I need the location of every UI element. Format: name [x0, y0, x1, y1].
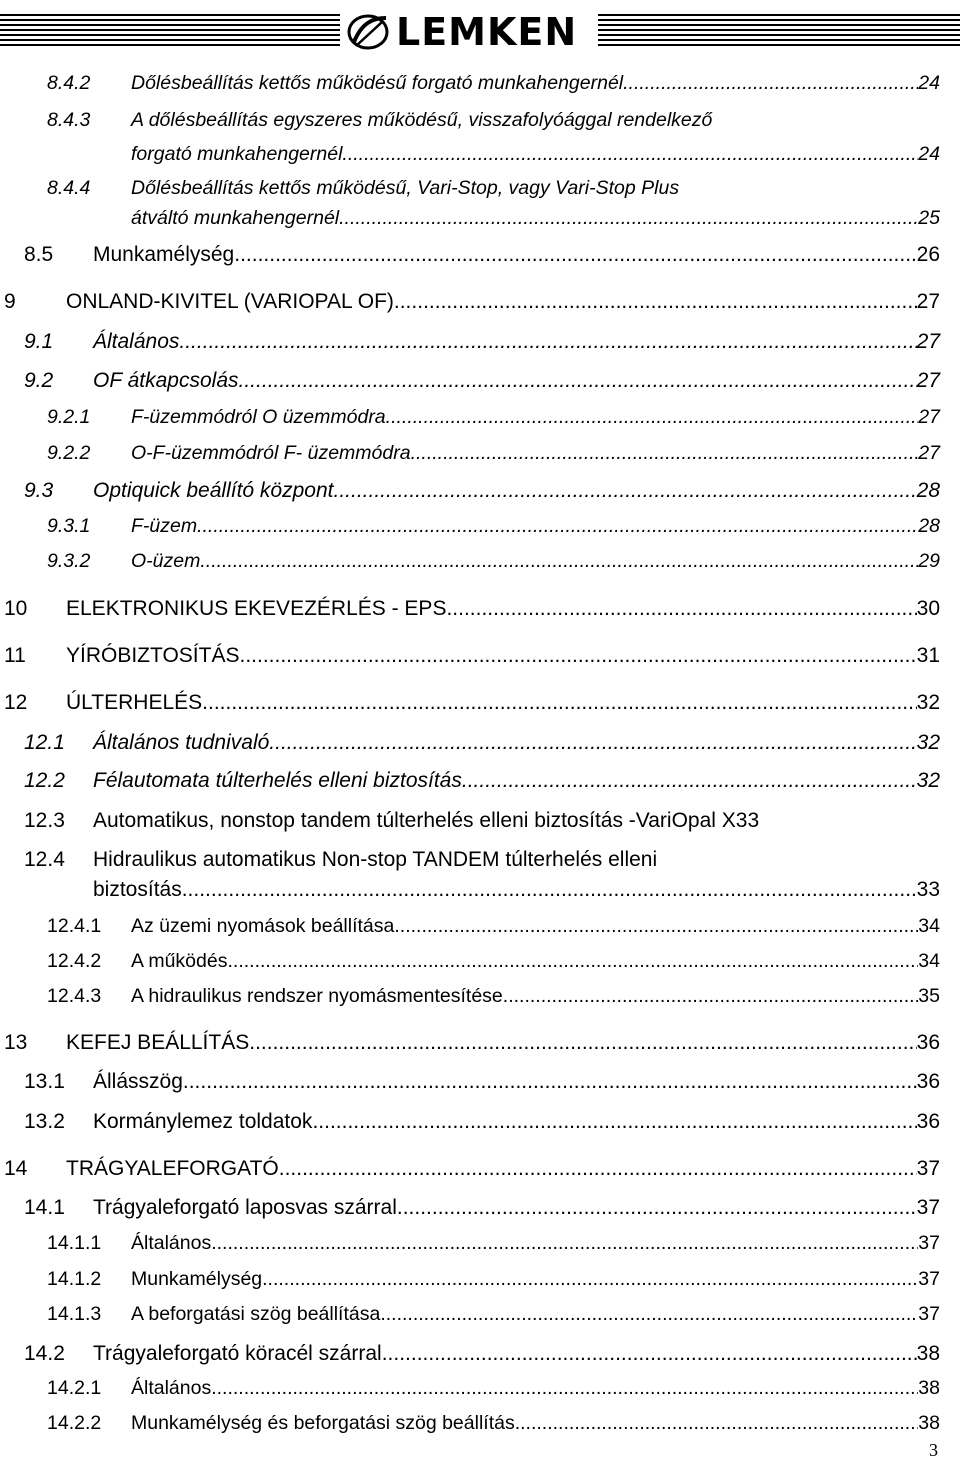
toc-entry[interactable]: [47, 72, 940, 95]
toc-entry[interactable]: [4, 1031, 940, 1055]
toc-entry-title: Automatikus, nonstop tandem túlterhelés elleni biztosítás -VariOpal X33: [93, 809, 760, 832]
toc-dot-leader: [446, 597, 916, 621]
toc-entry-page: 33: [916, 878, 940, 901]
toc-entry-page: 37: [916, 1157, 940, 1180]
toc-dot-leader: [623, 72, 918, 95]
toc-entry-number: 12.4.3: [47, 985, 102, 1007]
toc-entry-title: Munkamélység: [131, 1268, 263, 1290]
toc-entry[interactable]: [24, 731, 940, 755]
toc-entry[interactable]: [4, 691, 940, 715]
toc-entry[interactable]: [24, 1070, 940, 1094]
toc-entry-title: forgató munkahengernél: [131, 143, 343, 165]
toc-entry-page: 38: [916, 1342, 940, 1365]
toc-dot-leader: [239, 644, 916, 668]
toc-entry[interactable]: [24, 479, 940, 503]
toc-dot-leader: [339, 207, 918, 230]
toc-dot-leader: [394, 915, 918, 938]
toc-entry-title: O-F-üzemmódról F- üzemmódra: [131, 442, 411, 464]
toc-entry[interactable]: [47, 915, 940, 938]
toc-entry-number: 9.1: [24, 330, 54, 353]
toc-dot-leader: [211, 1377, 918, 1400]
toc-entry-title: Hidraulikus automatikus Non-stop TANDEM túlterhelés elleni: [93, 848, 658, 871]
toc-entry-number: 14.1.3: [47, 1303, 102, 1325]
toc-dot-leader: [234, 243, 916, 267]
toc-entry-page: 27: [918, 442, 940, 464]
toc-entry-page: 32: [916, 769, 940, 792]
toc-entry-number: 13.1: [24, 1070, 65, 1093]
toc-entry[interactable]: [47, 109, 960, 132]
toc-dot-leader: [249, 1031, 916, 1055]
toc-entry[interactable]: [47, 985, 940, 1008]
toc-entry-title: A működés: [131, 950, 228, 972]
toc-entry-title: A hidraulikus rendszer nyomásmentesítése: [131, 985, 503, 1007]
toc-entry-page: 24: [918, 143, 940, 165]
toc-dot-leader: [411, 442, 919, 465]
toc-entry-title: Általános: [131, 1232, 212, 1254]
toc-entry-page: 24: [918, 72, 940, 94]
toc-entry-page: 34: [918, 915, 940, 937]
toc-entry[interactable]: [47, 143, 940, 166]
toc-dot-leader: [179, 330, 916, 354]
toc-dot-leader: [333, 479, 916, 503]
toc-entry-page: 38: [918, 1412, 940, 1434]
toc-entry-page: 26: [916, 243, 940, 266]
toc-entry[interactable]: [47, 1377, 940, 1400]
toc-entry-number: 8.4.3: [47, 109, 91, 131]
toc-entry-title: Az üzemi nyomások beállítása: [131, 915, 395, 937]
toc-dot-leader: [183, 1070, 917, 1094]
toc-entry-number: 12.4: [24, 848, 65, 871]
toc-entry-page: 28: [916, 479, 940, 502]
toc-entry-number: 12: [4, 691, 28, 714]
toc-entry-number: 10: [4, 597, 28, 620]
toc-entry-number: 12.4.2: [47, 950, 102, 972]
toc-entry-page: 27: [916, 330, 940, 353]
toc-entry-number: 13: [4, 1031, 28, 1054]
toc-entry[interactable]: [24, 369, 940, 393]
toc-dot-leader: [182, 878, 917, 902]
toc-entry-title: A dőlésbeállítás egyszeres működésű, visszafolyóággal rendelkező: [131, 109, 713, 131]
toc-entry[interactable]: [4, 597, 940, 621]
toc-entry-page: 31: [916, 644, 940, 667]
toc-entry-title: F-üzemmódról O üzemmódra: [131, 406, 386, 428]
toc-entry-title: Általános tudnivaló: [93, 731, 270, 754]
toc-entry-page: 27: [916, 290, 940, 313]
toc-entry-number: 14.2: [24, 1342, 65, 1365]
toc-entry-title: Munkamélység: [93, 243, 235, 266]
toc-entry-page: 32: [916, 691, 940, 714]
logo-text: LEMKEN: [396, 10, 578, 54]
toc-entry-title: Trágyaleforgató köracél szárral: [93, 1342, 382, 1365]
toc-entry-title: Trágyaleforgató laposvas szárral: [93, 1196, 397, 1219]
toc-entry-number: 13.2: [24, 1110, 65, 1133]
toc-entry-title: YÍRÓBIZTOSÍTÁS: [66, 644, 240, 667]
toc-entry-title: ONLAND-KIVITEL (VARIOPAL OF): [66, 290, 394, 313]
toc-entry[interactable]: [47, 207, 940, 230]
toc-entry-title: F-üzem: [131, 515, 198, 537]
toc-entry[interactable]: [4, 644, 940, 668]
toc-entry-title: Félautomata túlterhelés elleni biztosítás: [93, 769, 462, 792]
toc-entry[interactable]: [47, 1268, 940, 1291]
toc-entry-number: 8.5: [24, 243, 54, 266]
toc-dot-leader: [227, 950, 918, 973]
toc-entry-number: 14.2.1: [47, 1377, 102, 1399]
toc-dot-leader: [397, 1196, 917, 1220]
toc-entry-number: 9.3.1: [47, 515, 91, 537]
toc-entry[interactable]: [24, 878, 940, 902]
toc-entry-number: 8.4.4: [47, 177, 91, 199]
toc-entry[interactable]: [47, 515, 940, 538]
toc-entry[interactable]: [47, 1412, 940, 1435]
toc-entry-number: 12.4.1: [47, 915, 102, 937]
toc-entry-page: 35: [918, 985, 940, 1007]
toc-entry-number: 12.1: [24, 731, 65, 754]
toc-entry-number: 9.2: [24, 369, 54, 392]
toc-entry-number: 14: [4, 1157, 28, 1180]
toc-entry[interactable]: [24, 1110, 940, 1134]
toc-entry-page: 37: [918, 1232, 940, 1254]
toc-entry-title: TRÁGYALEFORGATÓ: [66, 1157, 279, 1180]
toc-dot-leader: [197, 515, 918, 538]
toc-entry-title: KEFEJ BEÁLLÍTÁS: [66, 1031, 250, 1054]
toc-dot-leader: [386, 406, 919, 429]
toc-dot-leader: [202, 691, 916, 715]
toc-entry-title: Optiquick beállító központ: [93, 479, 334, 502]
toc-entry-page: 38: [918, 1377, 940, 1399]
toc-dot-leader: [380, 1303, 918, 1326]
toc-entry-number: 11: [4, 644, 26, 667]
toc-entry-title: OF átkapcsolás: [93, 369, 239, 392]
toc-entry-title: Általános: [93, 330, 180, 353]
toc-entry-title: Munkamélység és beforgatási szög beállítás: [131, 1412, 515, 1434]
toc-dot-leader: [462, 769, 917, 793]
page-number: 3: [929, 1440, 938, 1460]
toc-entry-title: ÚLTERHELÉS: [66, 691, 203, 714]
toc-entry-title: A beforgatási szög beállítása: [131, 1303, 381, 1325]
toc-entry[interactable]: [47, 550, 940, 573]
toc-entry-page: 29: [918, 550, 940, 572]
toc-dot-leader: [394, 290, 917, 314]
toc-entry-number: 9.2.2: [47, 442, 91, 464]
toc-entry-page: 25: [918, 207, 940, 229]
toc-entry-number: 9.3.2: [47, 550, 91, 572]
toc-dot-leader: [262, 1268, 918, 1291]
toc-dot-leader: [200, 550, 918, 573]
toc-entry-number: 9: [4, 290, 16, 313]
toc-entry[interactable]: [47, 177, 960, 200]
toc-entry-number: 14.1.2: [47, 1268, 102, 1290]
toc-entry-page: 37: [916, 1196, 940, 1219]
toc-dot-leader: [342, 143, 918, 166]
toc-entry-number: 14.1.1: [47, 1232, 102, 1254]
toc-entry-page: 36: [916, 1031, 940, 1054]
toc-entry[interactable]: [47, 406, 940, 429]
toc-entry-number: 14.2.2: [47, 1412, 102, 1434]
toc-entry[interactable]: [24, 1342, 940, 1366]
toc-entry[interactable]: [47, 1232, 940, 1255]
toc-dot-leader: [239, 369, 917, 393]
toc-dot-leader: [269, 731, 916, 755]
toc-entry-page: 37: [918, 1303, 940, 1325]
toc-entry[interactable]: [47, 442, 940, 465]
toc-entry-number: 12.3: [24, 809, 65, 832]
toc-entry-title: Dőlésbeállítás kettős működésű, Vari-Stop, vagy Vari-Stop Plus: [131, 177, 680, 199]
toc-entry-number: 9.2.1: [47, 406, 91, 428]
toc-entry[interactable]: [24, 330, 940, 354]
toc-dot-leader: [503, 985, 919, 1008]
toc-entry-page: 27: [918, 406, 940, 428]
toc-entry[interactable]: [47, 950, 940, 973]
toc-entry-page: 34: [918, 950, 940, 972]
toc-entry-page: 28: [918, 515, 940, 537]
toc-entry-page: 37: [918, 1268, 940, 1290]
toc-entry-title: Állásszög: [93, 1070, 183, 1093]
toc-entry-title: biztosítás: [93, 878, 182, 901]
toc-entry[interactable]: [24, 769, 940, 793]
toc-entry[interactable]: [24, 1196, 940, 1220]
toc-dot-leader: [279, 1157, 917, 1181]
toc-entry-page: 27: [916, 369, 940, 392]
toc-entry[interactable]: [4, 1157, 940, 1181]
toc-dot-leader: [515, 1412, 919, 1435]
toc-entry-page: 36: [916, 1070, 940, 1093]
toc-entry-number: 8.4.2: [47, 72, 91, 94]
toc-entry-number: 9.3: [24, 479, 54, 502]
toc-entry-title: Dőlésbeállítás kettős működésű forgató munkahengernél: [131, 72, 624, 94]
toc-entry-title: O-üzem: [131, 550, 201, 572]
toc-entry[interactable]: [24, 809, 960, 833]
toc-entry-page: 30: [916, 597, 940, 620]
toc-entry[interactable]: [24, 848, 960, 872]
toc-entry-title: Kormánylemez toldatok: [93, 1110, 313, 1133]
toc-dot-leader: [382, 1342, 917, 1366]
toc-entry[interactable]: [47, 1303, 940, 1326]
toc-entry-title: átváltó munkahengernél: [131, 207, 340, 229]
toc-entry-number: 12.2: [24, 769, 65, 792]
toc-entry[interactable]: [24, 243, 940, 267]
toc-entry-page: 36: [916, 1110, 940, 1133]
toc-dot-leader: [312, 1110, 916, 1134]
toc-dot-leader: [211, 1232, 918, 1255]
toc-entry-number: 14.1: [24, 1196, 65, 1219]
toc-entry-title: ELEKTRONIKUS EKEVEZÉRLÉS - EPS: [66, 597, 447, 620]
toc-entry-title: Általános: [131, 1377, 212, 1399]
toc-entry[interactable]: [4, 290, 940, 314]
toc-entry-page: 32: [916, 731, 940, 754]
